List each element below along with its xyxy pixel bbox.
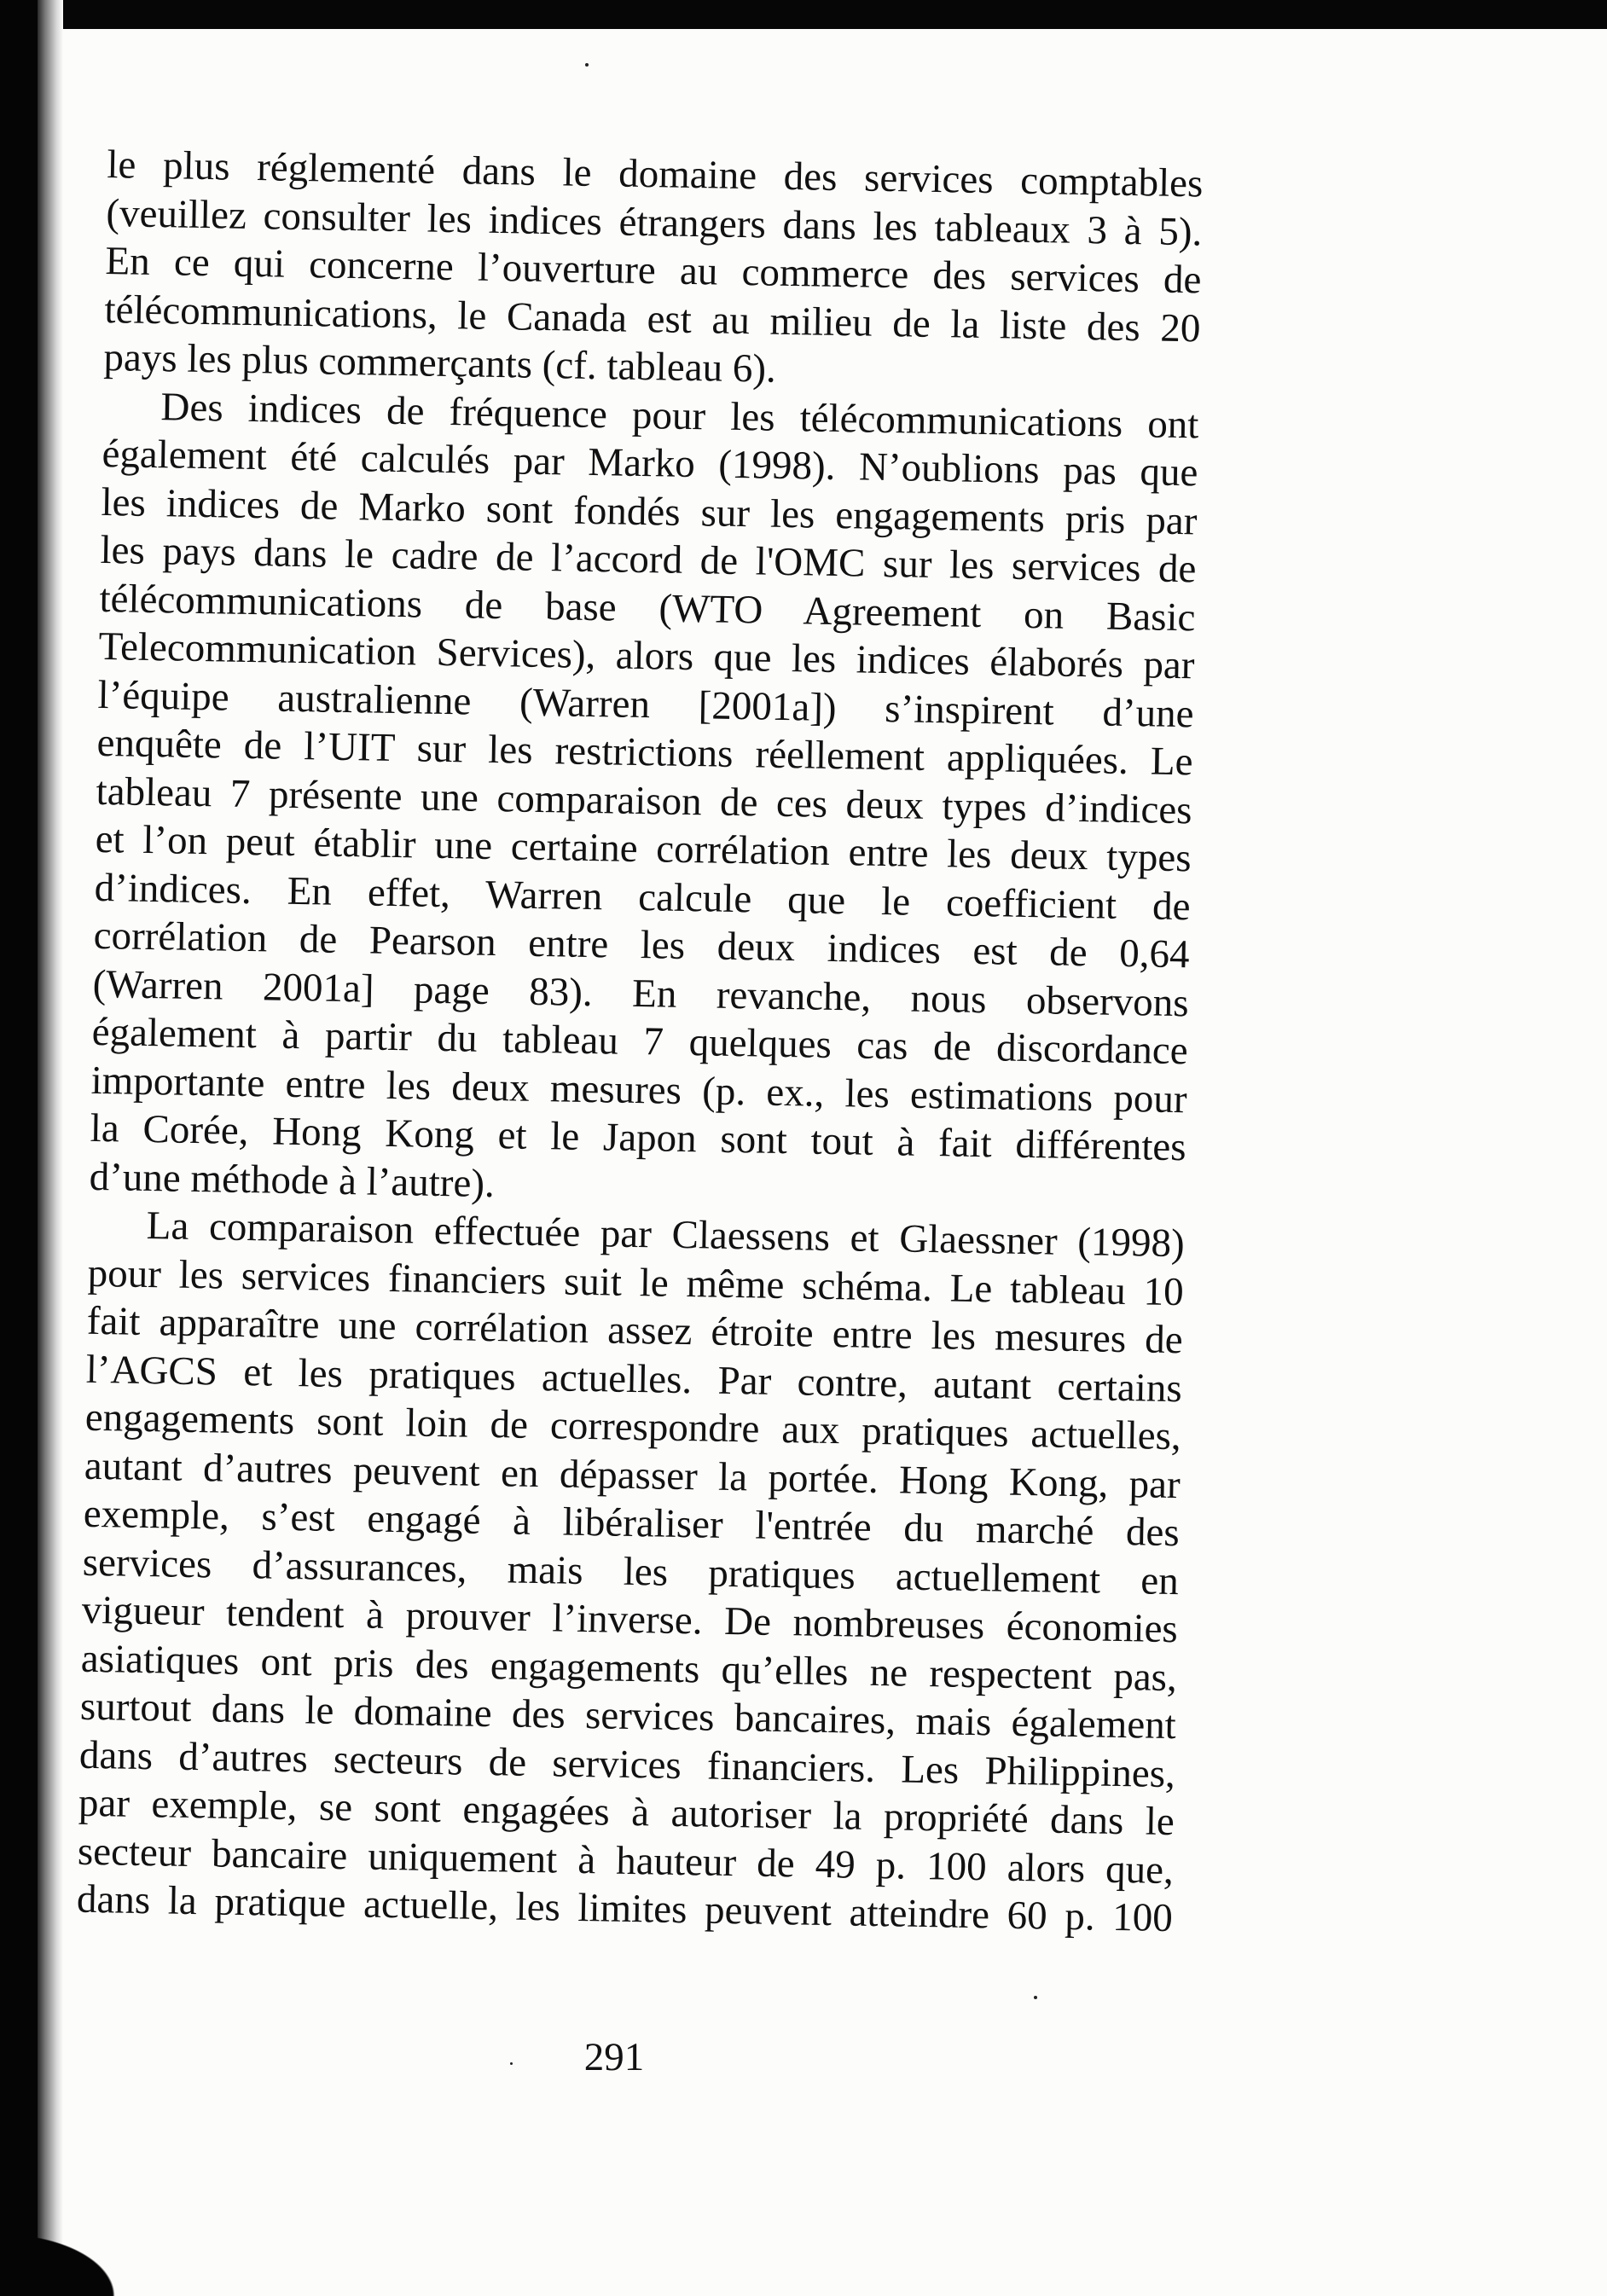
book-gutter-shadow [38, 0, 63, 2296]
scan-speck [585, 63, 589, 67]
text-line: exemple, s’est engagé à libéraliser l'entrée du marché des [83, 1491, 1181, 1556]
scan-speck [1034, 1996, 1037, 1999]
text-line: dans la pratique actuelle, les limites peuvent atteindre 60 p. 100 [76, 1876, 1174, 1941]
text-line: télécommunications de base (WTO Agreement on Basic [99, 576, 1196, 640]
text-line: vigueur tendent à prouver l’inverse. De nombreuses économies [81, 1587, 1179, 1652]
text-line: également à partir du tableau 7 quelques cas de discordance [91, 1009, 1189, 1074]
text-line: le plus réglementé dans le domaine des services comptables [107, 142, 1204, 206]
text-line: et l’on peut établir une certaine corrélation entre les deux types [95, 816, 1192, 881]
scan-left-border [0, 0, 38, 2296]
text-line: les indices de Marko sont fondés sur les engagements pris par [101, 479, 1198, 543]
text-line: l’équipe australienne (Warren [2001a]) s’inspirent d’une [97, 672, 1194, 736]
text-line: La comparaison effectuée par Claessens et Glaessner (1998) [146, 1203, 1186, 1267]
text-line: télécommunications, le Canada est au milieu de la liste des 20 [104, 287, 1201, 351]
text-line: les pays dans le cadre de l’accord de l'OMC sur les services de [100, 527, 1197, 592]
text-line: surtout dans le domaine des services bancaires, mais également [79, 1684, 1177, 1748]
text-line: Des indices de fréquence pour les télécommunications ont [160, 384, 1199, 447]
text-line: par exemple, se sont engagées à autoriser la propriété dans le [78, 1780, 1175, 1845]
text-line: fait apparaître une corrélation assez étroite entre les mesures de [86, 1298, 1184, 1363]
text-line: la Corée, Hong Kong et le Japon sont tout à fait différentes [90, 1105, 1187, 1170]
text-line: tableau 7 présente une comparaison de ces deux types d’indices [96, 768, 1192, 832]
text-line: services d’assurances, mais les pratiques actuellement en [82, 1539, 1180, 1603]
scan-corner-shadow [0, 2218, 145, 2296]
text-line: autant d’autres peuvent en dépasser la portée. Hong Kong, par [84, 1443, 1181, 1507]
text-line: également été calculés par Marko (1998). N’oublions pas que [102, 431, 1198, 496]
text-line: En ce qui concerne l’ouverture au commerce des services de [105, 238, 1202, 303]
body-text [77, 141, 1204, 1943]
text-line: d’indices. En effet, Warren calcule que le coefficient de [94, 865, 1191, 929]
text-line: enquête de l’UIT sur les restrictions réellement appliquées. Le [96, 720, 1193, 785]
text-line: pour les services financiers suit le même schéma. Le tableau 10 [87, 1250, 1185, 1314]
text-line: asiatiques ont pris des engagements qu’elles ne respectent pas, [80, 1636, 1178, 1700]
text-line: (veuillez consulter les indices étrangers dans les tableaux 3 à 5). [106, 190, 1203, 254]
text-line: d’une méthode à l’autre). [89, 1154, 496, 1206]
page-number: 291 [583, 2035, 645, 2079]
scan-speck [510, 2062, 513, 2065]
text-line: engagements sont loin de correspondre aux pratiques actuelles, [84, 1394, 1182, 1459]
text-line: pays les plus commerçants (cf. tableau 6). [103, 334, 777, 391]
text-line: dans d’autres secteurs de services financiers. Les Philippines, [78, 1732, 1176, 1796]
text-line: corrélation de Pearson entre les deux indices est de 0,64 [93, 913, 1190, 977]
text-line: Telecommunication Services), alors que les indices élaborés par [98, 623, 1195, 688]
scan-top-border [0, 0, 1607, 29]
text-line: l’AGCS et les pratiques actuelles. Par contre, autant certains [85, 1347, 1183, 1411]
text-line: importante entre les deux mesures (p. ex., les estimations pour [90, 1058, 1188, 1122]
text-line: (Warren 2001a] page 83). En revanche, nous observons [92, 961, 1190, 1025]
text-line: secteur bancaire uniquement à hauteur de 49 p. 100 alors que, [77, 1829, 1175, 1893]
